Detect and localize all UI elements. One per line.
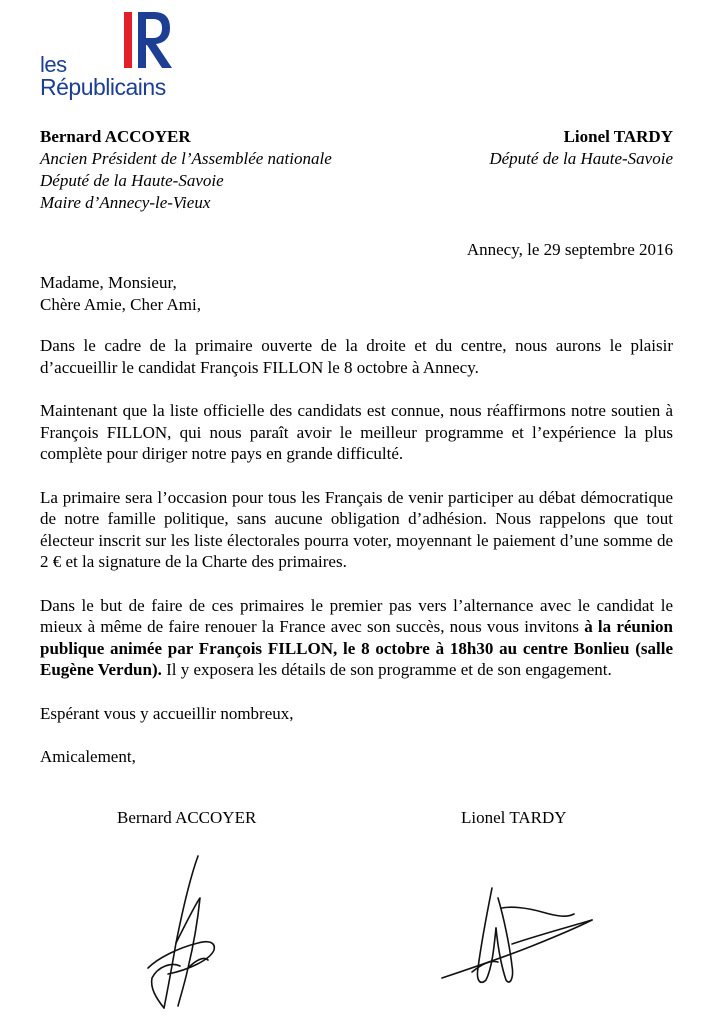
closing-line: Amicalement, — [40, 747, 136, 766]
paragraph-text: Dans le but de faire de ces primaires le premier pas vers l’alternance avec le candidat le mieux à même de faire renouer la France avec son succès, nous vous invitons — [40, 595, 673, 636]
sender-right-role: Député de la Haute-Savoie — [489, 149, 673, 168]
les-republicains-logo — [40, 8, 200, 108]
handwritten-signature-left — [128, 848, 228, 1018]
logo-text-les: les — [40, 52, 67, 77]
salutation-line: Madame, Monsieur, — [40, 273, 177, 292]
letter-date: Annecy, le 29 septembre 2016 — [466, 240, 673, 259]
paragraph: Maintenant que la liste officielle des candidats est connue, nous réaffirmons notre soutien à François FILLON, qui nous paraît avoir le meilleur programme et l’expérience la plus complète pour diriger notre pays en grande difficulté. — [40, 401, 673, 463]
sender-left-role: Ancien Président de l’Assemblée nationale — [40, 149, 332, 168]
salutation — [40, 272, 673, 315]
salutation-line: Chère Amie, Cher Ami, — [40, 294, 202, 314]
sender-right-name: Lionel TARDY — [563, 127, 673, 146]
paragraph-text: Il y exposera les détails de son programme et de son engagement. — [161, 660, 612, 679]
letter-body — [40, 272, 673, 790]
invitation-details: à la réunion publique animée par François FILLON, le 8 octobre à 18h30 au centre Bonlieu (salle Eugène Verdun). — [40, 617, 673, 679]
handwritten-signature-right — [432, 868, 602, 998]
paragraph: Dans le cadre de la primaire ouverte de la droite et du centre, nous aurons le plaisir d’accueillir le candidat François FILLON le 8 octobre à Annecy. — [40, 336, 673, 377]
lr-logo-mark-icon — [120, 8, 180, 78]
sender-right-block — [489, 126, 673, 170]
paragraph-invitation — [40, 595, 673, 681]
sender-left-name: Bernard ACCOYER — [40, 127, 191, 146]
logo-text-republicains: Républicains — [40, 74, 166, 100]
signature-name-right: Lionel TARDY — [461, 808, 567, 827]
signature-name-left: Bernard ACCOYER — [117, 808, 257, 827]
sender-left-role: Député de la Haute-Savoie — [40, 171, 224, 190]
paragraph: La primaire sera l’occasion pour tous les Français de venir participer au débat démocratique de notre famille politique, sans aucune obligation d’adhésion. Nous rappelons que tout électeur inscrit sur les liste électorales pourra voter, moyennant le paiement d’une somme de 2 € et la signature de la Charte des primaires. — [40, 487, 673, 571]
closing-line: Espérant vous y accueillir nombreux, — [40, 703, 294, 723]
sender-left-role: Maire d’Annecy-le-Vieux — [40, 193, 211, 212]
sender-left-block — [40, 126, 332, 214]
